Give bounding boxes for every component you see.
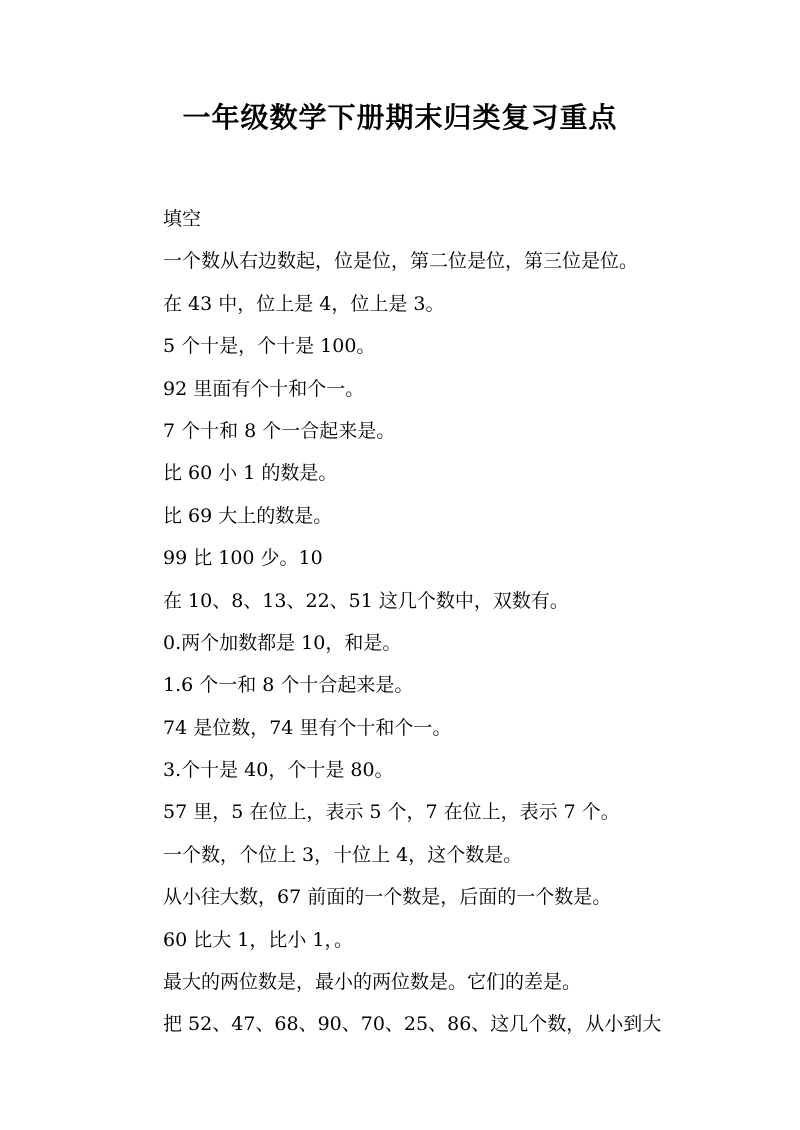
document-body xyxy=(163,198,763,1046)
text-line: 一个数从右边数起，位是位，第二位是位，第三位是位。 xyxy=(163,250,639,273)
text-line: 比 69 大上的数是。 xyxy=(163,504,333,527)
text-line: 99 比 100 少。10 xyxy=(163,547,323,570)
text-line: 把 52、47、68、90、70、25、86、这几个数，从小到大 xyxy=(163,1013,662,1036)
text-line: 7 个十和 8 个一合起来是。 xyxy=(163,419,396,442)
text-line: 1.6 个一和 8 个十合起来是。 xyxy=(163,674,414,697)
text-line: 一个数，个位上 3，十位上 4，这个数是。 xyxy=(163,843,523,866)
page-title: 一年级数学下册期末归类复习重点 xyxy=(182,101,618,134)
text-line: 60 比大 1，比小 1，。 xyxy=(163,928,353,951)
text-line: 92 里面有个十和个一。 xyxy=(163,377,365,400)
text-line: 从小往大数，67 前面的一个数是，后面的一个数是。 xyxy=(163,886,612,909)
text-line: 最大的两位数是，最小的两位数是。它们的差是。 xyxy=(163,971,582,994)
text-line: 比 60 小 1 的数是。 xyxy=(163,462,338,485)
text-line: 3.个十是 40，个十是 80。 xyxy=(163,759,394,782)
text-line: 74 是位数，74 里有个十和个一。 xyxy=(163,716,452,739)
text-line: 5 个十是，个十是 100。 xyxy=(163,335,376,358)
section-heading: 填空 xyxy=(163,208,202,230)
text-line: 57 里，5 在位上，表示 5 个，7 在位上，表示 7 个。 xyxy=(163,801,620,824)
text-line: 0.两个加数都是 10，和是。 xyxy=(163,631,402,654)
text-line: 在 10、8、13、22、51 这几个数中，双数有。 xyxy=(163,589,569,612)
text-line: 在 43 中，位上是 4，位上是 3。 xyxy=(163,292,445,315)
